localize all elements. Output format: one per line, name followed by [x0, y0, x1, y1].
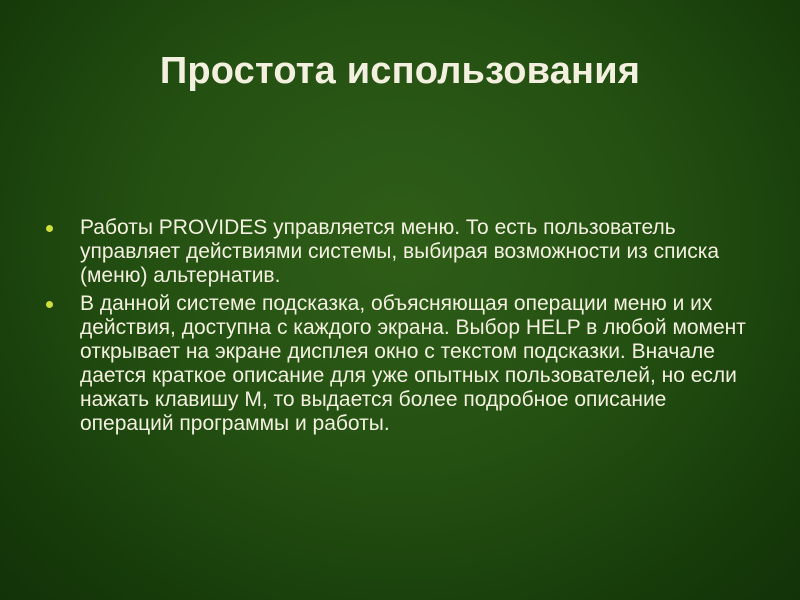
bullet-text: Работы PROVIDES управляется меню. То есть пользователь управляет действиями системы, выбирая возможности из списка (меню) альтернатив.: [80, 216, 720, 287]
bullet-text: В данной системе подсказка, объясняющая операции меню и их действия, доступна с каждого экрана. Выбор HELP в любой момент открывает на экране дисплея окно с текстом подсказки. Вначале дается краткое описание для уже опытных пользователей, но если нажать клавишу М, то выдается более подробное описание операций программы и работы.: [80, 292, 746, 435]
bullet-item: [46, 216, 756, 288]
bullet-item: [46, 292, 756, 436]
bullet-dot-icon: [46, 301, 53, 308]
slide-title: Простота использования: [159, 50, 641, 92]
bullet-list: [46, 216, 756, 440]
bullet-dot-icon: [46, 225, 53, 232]
